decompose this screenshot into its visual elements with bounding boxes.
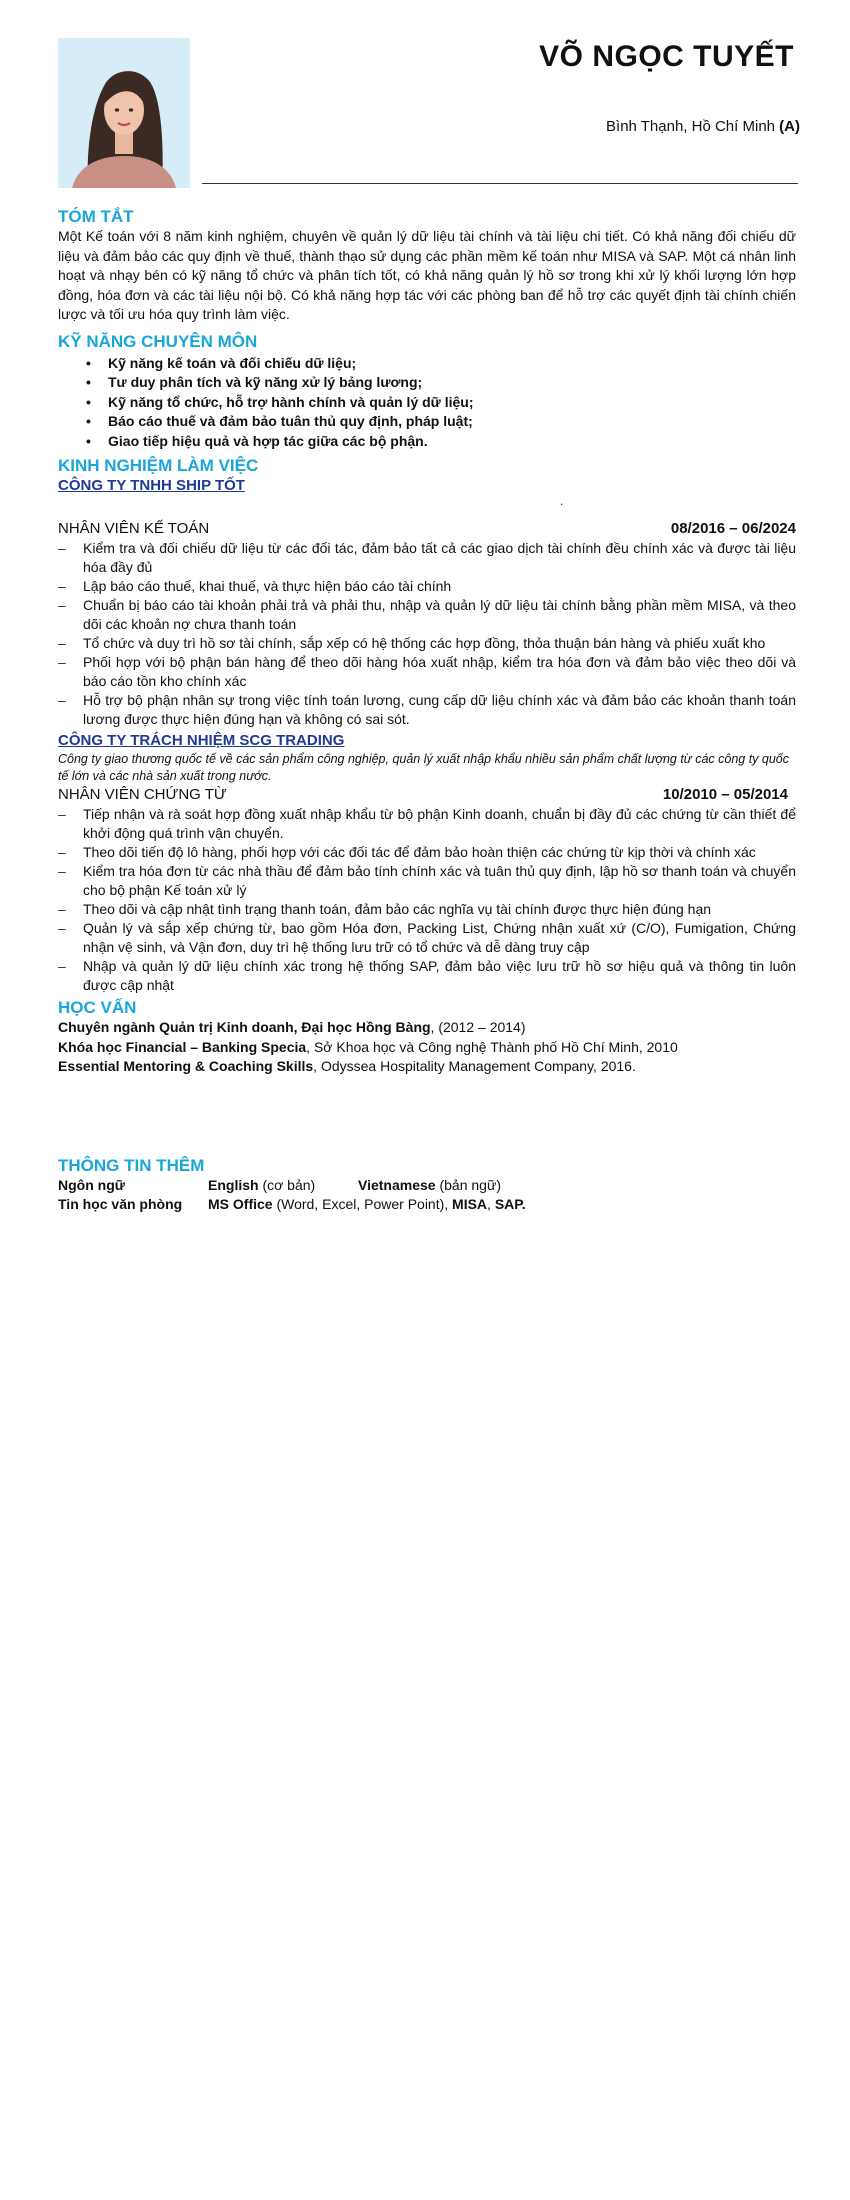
misa: MISA xyxy=(452,1196,488,1212)
education-degree: Essential Mentoring & Coaching Skills xyxy=(58,1058,314,1074)
sap: SAP. xyxy=(494,1196,526,1212)
job-task: – Phối hợp với bộ phận bán hàng để theo dõi hàng hóa xuất nhập, kiểm tra hóa đơn và đảm bảo việc theo dõi và báo cáo tồn kho chính xác xyxy=(58,653,796,691)
education-detail: , Sở Khoa học và Công nghệ Thành phố Hồ Chí Minh, 2010 xyxy=(306,1038,678,1055)
job-task: – Hỗ trợ bộ phận nhân sự trong việc tính toán lương, cung cấp dữ liệu chính xác và đảm bảo các khoản thanh toán lương được thực hiện đúng hạn và không có sai sót. xyxy=(58,691,796,729)
it-skills-value xyxy=(208,1195,526,1215)
candidate-address xyxy=(606,118,800,135)
job-task: – Kiểm tra hóa đơn từ các nhà thầu để đảm bảo tính chính xác và tuân thủ quy định, lập hồ sơ thanh toán và chuyển cho bộ phận Kế toán xử lý xyxy=(58,862,796,900)
skills-list xyxy=(58,354,796,452)
job-task: – Theo dõi và cập nhật tình trạng thanh toán, đảm bảo các nghĩa vụ tài chính được thực hiện đúng hạn xyxy=(58,900,796,919)
job-task: – Tổ chức và duy trì hồ sơ tài chính, sắp xếp có hệ thống các hợp đồng, thỏa thuận bán hàng và phiếu xuất kho xyxy=(58,634,796,653)
address-suffix: (A) xyxy=(779,118,800,135)
languages-label: Ngôn ngữ xyxy=(58,1176,125,1193)
it-skills-row xyxy=(58,1195,796,1215)
additional-heading: THÔNG TIN THÊM xyxy=(58,1155,205,1175)
it-skills-label: Tin học văn phòng xyxy=(58,1196,183,1212)
language-1-name: English xyxy=(208,1176,259,1193)
company-name: CÔNG TY TNHH SHIP TỐT xyxy=(58,477,245,494)
skill-item: • Tư duy phân tích và kỹ năng xử lý bảng lương; xyxy=(86,373,796,393)
summary-text: Một Kế toán với 8 năm kinh nghiệm, chuyên về quản lý dữ liệu tài chính và tài liệu chi tiết. Có khả năng đối chiếu dữ liệu và đảm bảo các quy định về thuế, thành thạo sử dụng các phần mềm kế toán như MISA và SAP. Một cá nhân linh hoạt và nhạy bén có kỹ năng tổ chức và phân tích tốt, có khả năng quản lý hồ sơ trong khi xử lý khối lượng lớn hợp đồng, hóa đơn và các tài liệu nội bộ. Có khả năng hợp tác với các phòng ban để hỗ trợ các quyết định tài chính chiến lược và tối ưu hóa quy trình làm việc. xyxy=(58,228,796,322)
ms-office-detail: (Word, Excel, Power Point), xyxy=(272,1196,453,1212)
summary-heading: TÓM TẮT xyxy=(58,207,134,226)
education-detail: , Odyssea Hospitality Management Company, 2016. xyxy=(313,1058,636,1074)
company-name: CÔNG TY TRÁCH NHIỆM SCG TRADING xyxy=(58,732,345,749)
portrait-image xyxy=(58,38,190,188)
company-description: Công ty giao thương quốc tế về các sản phẩm công nghiệp, quản lý xuất nhập khẩu nhiều sản phẩm chất lượng từ các công ty quốc tế lớn và các nhà sản xuất trong nước. xyxy=(58,752,790,783)
job-title: NHÂN VIÊN KẾ TOÁN xyxy=(58,520,210,537)
language-2 xyxy=(358,1176,501,1196)
job-task-list xyxy=(58,805,796,995)
resume-content xyxy=(58,206,796,1215)
education-degree: Khóa học Financial – Banking Specia xyxy=(58,1038,307,1055)
job-task: – Kiểm tra và đối chiếu dữ liệu từ các đối tác, đảm bảo tất cả các giao dịch tài chính đều chính xác và được tài liệu hóa đầy đủ xyxy=(58,539,796,577)
header-divider xyxy=(202,183,798,184)
language-2-name: Vietnamese xyxy=(358,1176,436,1193)
ms-office: MS Office xyxy=(208,1196,273,1212)
profile-photo xyxy=(58,38,190,188)
skill-item: • Báo cáo thuế và đảm bảo tuân thủ quy định, pháp luật; xyxy=(86,412,796,432)
job-title: NHÂN VIÊN CHỨNG TỪ xyxy=(58,786,227,803)
job-dates: 08/2016 – 06/2024 xyxy=(670,520,796,537)
job-task: – Quản lý và sắp xếp chứng từ, bao gồm Hóa đơn, Packing List, Chứng nhận xuất xứ (C/O), Fumigation, Chứng nhận vệ sinh, và Vận đơn, duy trì hệ thống lưu trữ có tổ chức và dễ dàng truy cập xyxy=(58,919,796,957)
skill-item: • Kỹ năng kế toán và đối chiếu dữ liệu; xyxy=(86,354,796,374)
job-task: – Tiếp nhận và rà soát hợp đồng xuất nhập khẩu từ bộ phận Kinh doanh, chuẩn bị đầy đủ các chứng từ cần thiết để khởi động quá trình vận chuyển. xyxy=(58,805,796,843)
candidate-name: VÕ NGỌC TUYẾT xyxy=(539,40,794,73)
education-item xyxy=(58,1057,796,1077)
job-task: – Theo dõi tiến độ lô hàng, phối hợp với các đối tác để đảm bảo hoàn thiện các chứng từ kịp thời và chính xác xyxy=(58,843,796,862)
experience-heading: KINH NGHIỆM LÀM VIỆC xyxy=(58,456,259,475)
job-task: – Lập báo cáo thuế, khai thuế, và thực hiện báo cáo tài chính xyxy=(58,577,796,596)
address-text: Bình Thạnh, Hồ Chí Minh xyxy=(606,118,780,135)
education-heading: HỌC VẤN xyxy=(58,998,137,1017)
job-task-list xyxy=(58,539,796,729)
education-item xyxy=(58,1038,796,1058)
education-detail: , (2012 – 2014) xyxy=(430,1019,526,1035)
skill-item: • Giao tiếp hiệu quả và hợp tác giữa các bộ phận. xyxy=(86,432,796,452)
skill-item: • Kỹ năng tổ chức, hỗ trợ hành chính và quản lý dữ liệu; xyxy=(86,393,796,413)
skills-heading: KỸ NĂNG CHUYÊN MÔN xyxy=(58,331,258,351)
language-1 xyxy=(208,1176,358,1196)
stray-dot: . xyxy=(560,494,564,508)
job-header xyxy=(58,785,796,805)
language-1-level: (cơ bản) xyxy=(258,1176,316,1193)
language-2-level: (bản ngữ) xyxy=(435,1176,501,1193)
languages-row xyxy=(58,1176,796,1196)
spacer-row xyxy=(58,496,796,516)
job-task: – Nhập và quản lý dữ liệu chính xác trong hệ thống SAP, đảm bảo việc lưu trữ hồ sơ hiệu quả và thông tin luôn được cập nhật xyxy=(58,957,796,995)
job-dates: 10/2010 – 05/2014 xyxy=(662,786,788,803)
education-item xyxy=(58,1018,796,1038)
it-separator: , xyxy=(487,1196,495,1212)
job-header xyxy=(58,519,796,539)
job-task: – Chuẩn bị báo cáo tài khoản phải trả và phải thu, nhập và quản lý dữ liệu tài chính bằng phần mềm MISA, và theo dõi các khoản nợ chưa thanh toán xyxy=(58,596,796,634)
education-degree: Chuyên ngành Quản trị Kinh doanh, Đại học Hồng Bàng xyxy=(58,1019,431,1035)
